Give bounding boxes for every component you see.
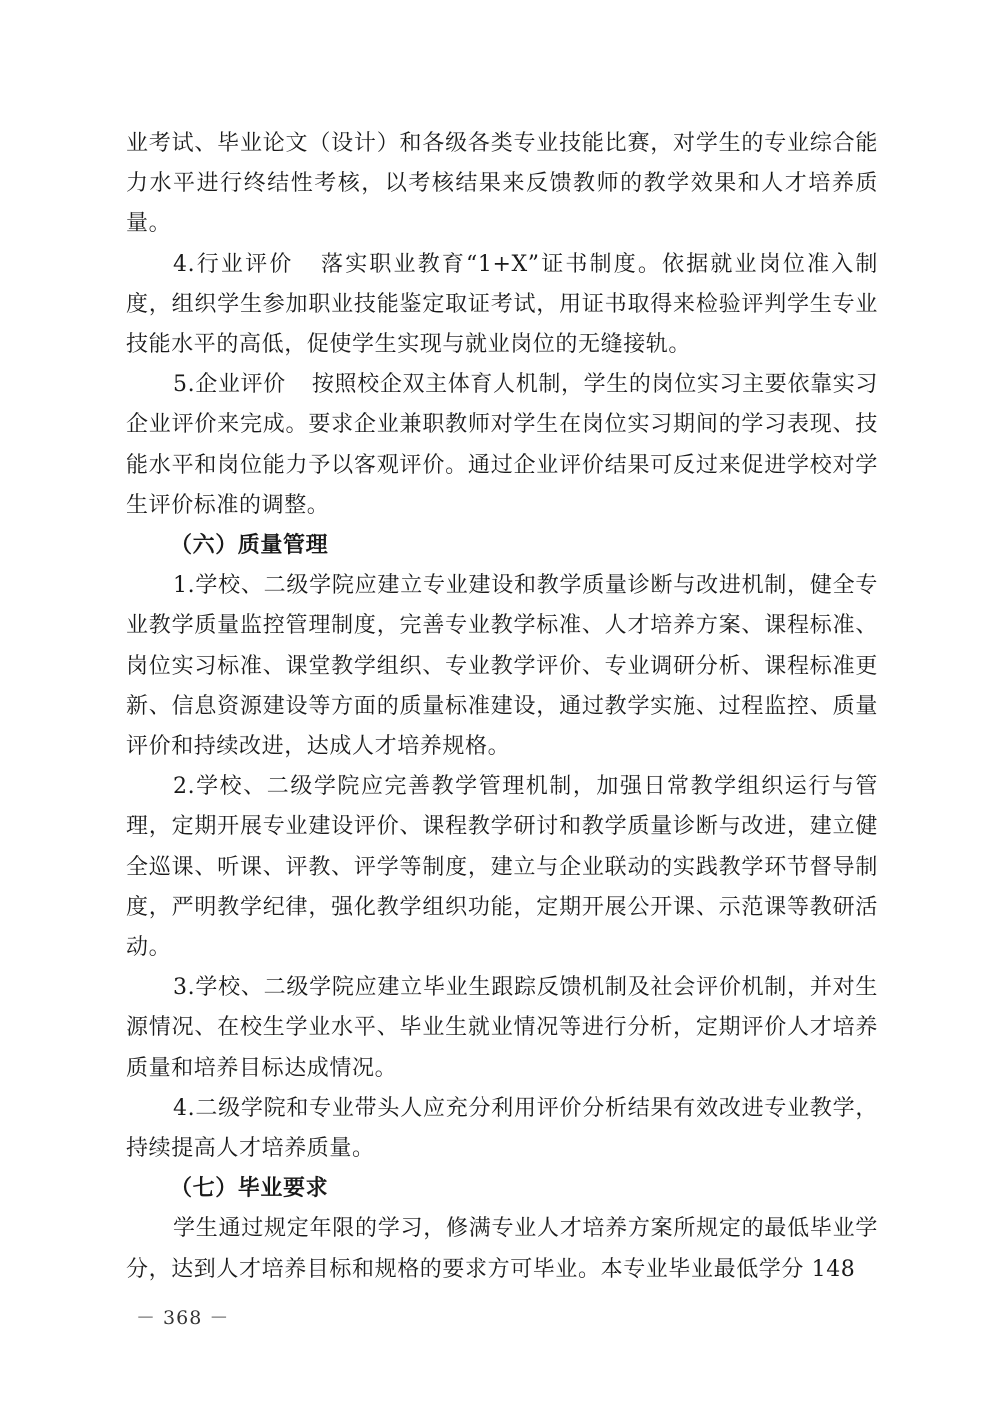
page-number: － 368 － xyxy=(136,1307,230,1329)
paragraph-text: 落实职业教育“1+X”证书制度。依据就业岗位准入制度，组织学生参加职业技能鉴定取证考试，用证书取得来检验评判学生专业技能水平的高低，促使学生实现与就业岗位的无缝接轨。 xyxy=(126,251,879,358)
paragraph-assessment-continued: 业考试、毕业论文（设计）和各级各类专业技能比赛，对学生的专业综合能力水平进行终结性考核，以考核结果来反馈教师的教学效果和人才培养质量。 xyxy=(126,131,878,237)
paragraph-enterprise-evaluation xyxy=(126,365,878,526)
paragraph-label: 4.行业评价 xyxy=(173,251,294,277)
paragraph-industry-evaluation xyxy=(126,245,878,366)
document-body xyxy=(126,124,878,1290)
paragraph-quality-item-3: 3.学校、二级学院应建立毕业生跟踪反馈机制及社会评价机制，并对生源情况、在校生学业水平、毕业生就业情况等进行分析，定期评价人才培养质量和培养目标达成情况。 xyxy=(126,975,878,1081)
paragraph-quality-item-2: 2.学校、二级学院应完善教学管理机制，加强日常教学组织运行与管理，定期开展专业建设评价、课程教学研讨和教学质量诊断与改进，建立健全巡课、听课、评教、评学等制度，建立与企业联动的实践教学环节督导制度，严明教学纪律，强化教学组织功能，定期开展公开课、示范课等教研活动。 xyxy=(126,774,878,961)
paragraph-quality-item-4: 4.二级学院和专业带头人应充分利用评价分析结果有效改进专业教学，持续提高人才培养质量。 xyxy=(126,1095,878,1162)
section-heading-graduation-requirements: （七）毕业要求 xyxy=(170,1176,329,1202)
paragraph-text: 按照校企双主体育人机制，学生的岗位实习主要依靠实习企业评价来完成。要求企业兼职教师对学生在岗位实习期间的学习表现、技能水平和岗位能力予以客观评价。通过企业评价结果可反过来促进学校对学生评价标准的调整。 xyxy=(126,372,878,518)
paragraph-quality-item-1: 1.学校、二级学院应建立专业建设和教学质量诊断与改进机制，健全专业教学质量监控管理制度，完善专业教学标准、人才培养方案、课程标准、岗位实习标准、课堂教学组织、专业教学评价、专业调研分析、课程标准更新、信息资源建设等方面的质量标准建设，通过教学实施、过程监控、质量评价和持续改进，达成人才培养规格。 xyxy=(126,573,878,760)
paragraph-label: 5.企业评价 xyxy=(173,372,286,398)
section-heading-quality-management: （六）质量管理 xyxy=(170,533,329,559)
paragraph-graduation-requirements: 学生通过规定年限的学习，修满专业人才培养方案所规定的最低毕业学分，达到人才培养目标和规格的要求方可毕业。本专业毕业最低学分 148 xyxy=(126,1216,878,1282)
